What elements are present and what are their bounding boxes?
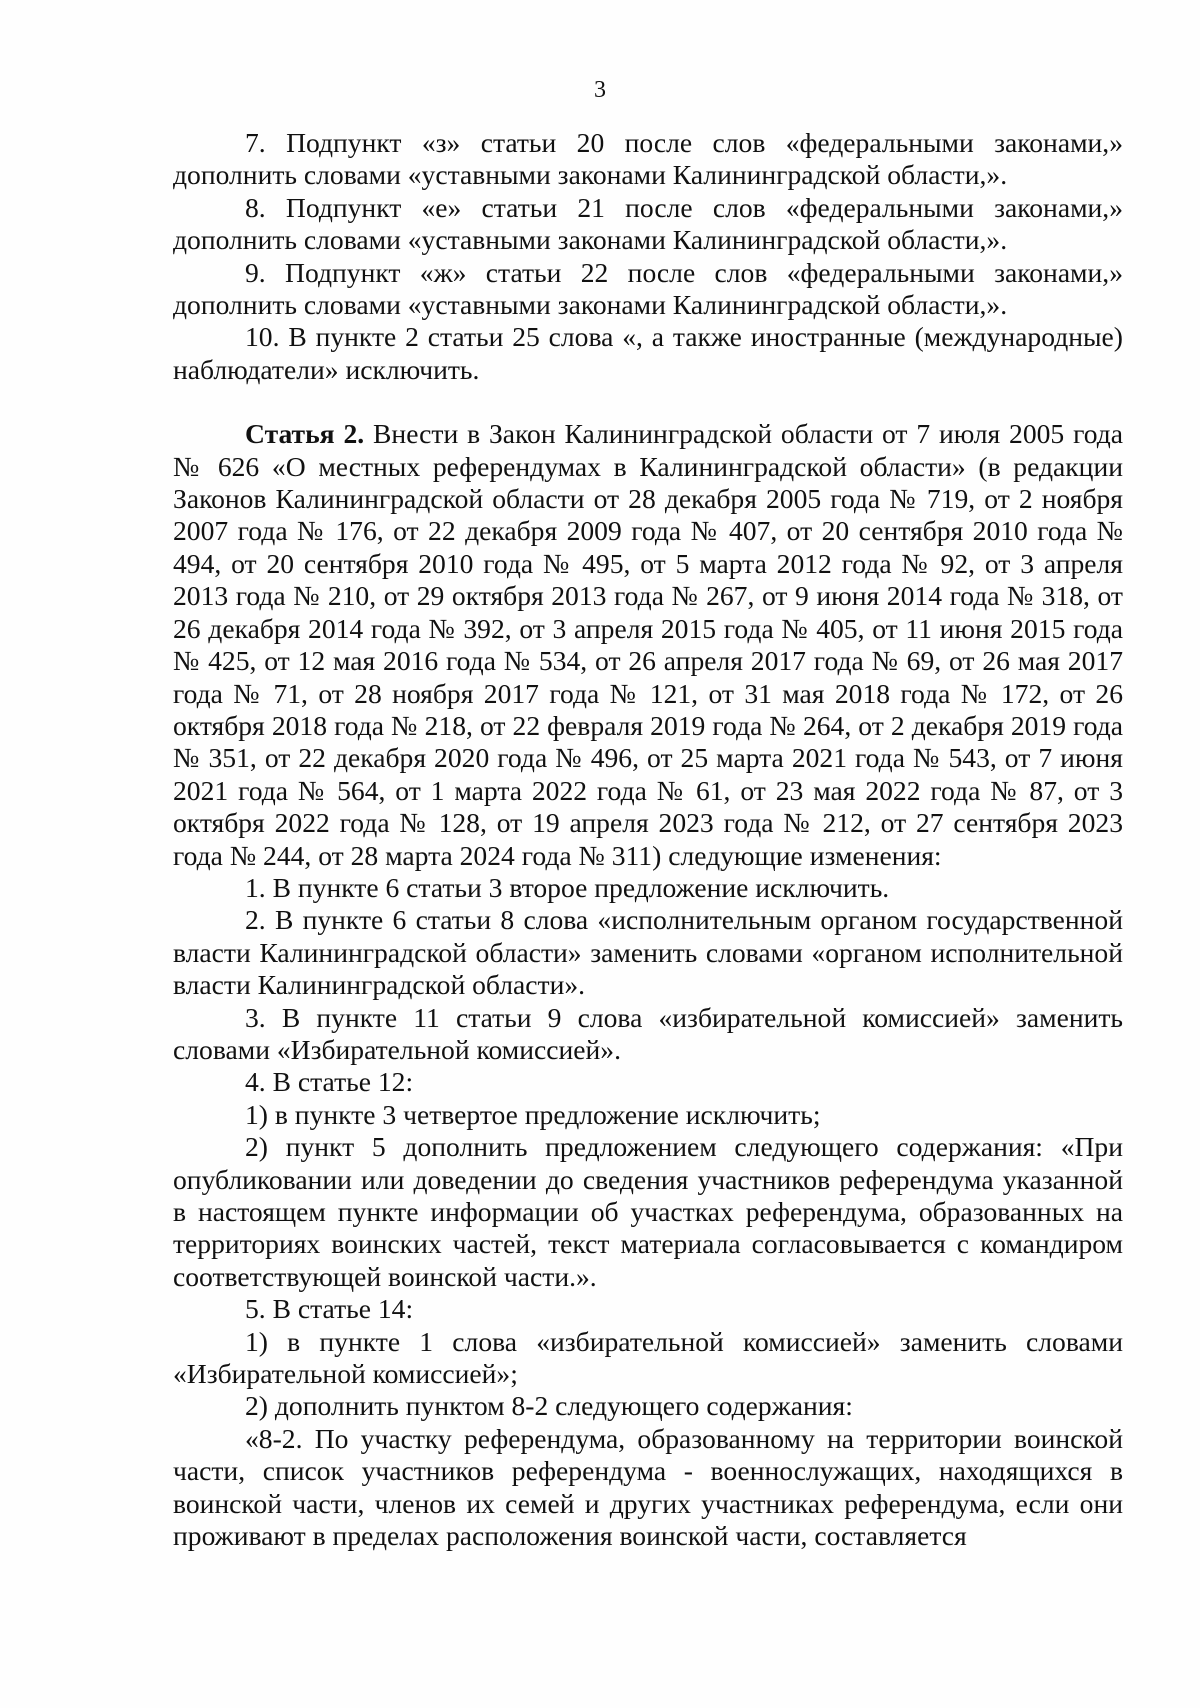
article-2-item: 1. В пункте 6 статьи 3 второе предложение исключить. — [245, 871, 890, 903]
page-number: 3 — [594, 77, 606, 103]
article-2-intro — [173, 418, 1123, 872]
article-2-item: 3. В пункте 11 статьи 9 слова «избирательной комиссией» заменить словами «Избирательной комиссией». — [173, 1001, 1123, 1065]
article-2-item: 5. В статье 14: — [245, 1293, 414, 1325]
article-2-subitem: 1) в пункте 1 слова «избирательной комиссией» заменить словами «Избирательной комиссией»; — [173, 1325, 1123, 1390]
article-2-item: 2. В пункте 6 статьи 8 слова «исполнительным органом государственной власти Калининградской области» заменить словами «органом исполнительной власти Калининградской области». — [173, 904, 1123, 1001]
article-2-label: Статья 2. — [245, 418, 365, 450]
article-2-quoted-paragraph: «8-2. По участку референдума, образованному на территории воинской части, список участников референдума - военнослужащих, находящихся в воинской части, членов их семей и других участниках референдума, если они проживают в пределах расположения воинской части, составляется — [173, 1422, 1123, 1552]
section-spacer — [173, 386, 1123, 418]
paragraph-amendment-7: 7. Подпункт «з» статьи 20 после слов «федеральными законами,» дополнить словами «уставными законами Калининградской области,». — [173, 127, 1123, 191]
paragraph-amendment-8: 8. Подпункт «е» статьи 21 после слов «федеральными законами,» дополнить словами «уставными законами Калининградской области,». — [173, 191, 1123, 256]
article-2-subitem: 2) пункт 5 дополнить предложением следующего содержания: «При опубликовании или доведении до сведения участников референдума указанной в настоящем пункте информации об участках референдума, образованных на территориях воинских частей, текст материала согласовывается с командиром соответствующей воинской части.». — [173, 1131, 1123, 1292]
document-body — [173, 127, 1123, 1552]
paragraph-amendment-9: 9. Подпункт «ж» статьи 22 после слов «федеральными законами,» дополнить словами «уставными законами Калининградской области,». — [173, 256, 1123, 321]
article-2-item: 4. В статье 12: — [245, 1066, 414, 1098]
article-2-subitem: 1) в пункте 3 четвертое предложение исключить; — [245, 1098, 821, 1130]
article-2-subitem: 2) дополнить пунктом 8-2 следующего содержания: — [245, 1390, 853, 1422]
article-2-intro-text: Внести в Закон Калининградской области от 7 июля 2005 года № 626 «О местных референдумах в Калининградской области» (в редакции Законов Калининградской области от 28 декабря 2005 года № 719, от 2 ноября 2007 года № 176, от 22 декабря 2009 года № 407, от 20 сентября 2010 года № 494, от 20 сентября 2010 года № 495, от 5 марта 2012 года № 92, от 3 апреля 2013 года № 210, от 29 октября 2013 года № 267, от 9 июня 2014 года № 318, от 26 декабря 2014 года № 392, от 3 апреля 2015 года № 405, от 11 июня 2015 года № 425, от 12 мая 2016 года № 534, от 26 апреля 2017 года № 69, от 26 мая 2017 года № 71, от 28 ноября 2017 года № 121, от 31 мая 2018 года № 172, от 26 октября 2018 года № 218, от 22 февраля 2019 года № 264, от 2 декабря 2019 года № 351, от 22 декабря 2020 года № 496, от 25 марта 2021 года № 543, от 7 июня 2021 года № 564, от 1 марта 2022 года № 61, от 23 мая 2022 года № 87, от 3 октября 2022 года № 128, от 19 апреля 2023 года № 212, от 27 сентября 2023 года № 244, от 28 марта 2024 года № 311) следующие изменения: — [173, 418, 1123, 871]
paragraph-amendment-10: 10. В пункте 2 статьи 25 слова «, а также иностранные (международные) наблюдатели» исключить. — [173, 321, 1123, 385]
